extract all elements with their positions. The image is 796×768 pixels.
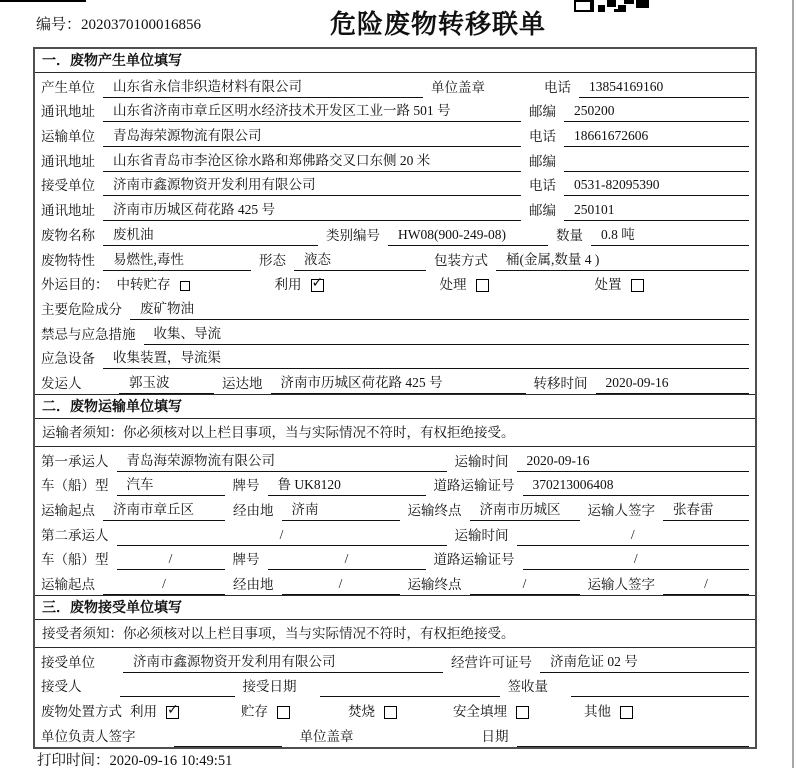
page-top-edge-fragment xyxy=(0,0,86,2)
field-label: 通讯地址 xyxy=(41,203,95,219)
field-label: 废物特性 xyxy=(41,252,95,268)
form-row xyxy=(35,295,755,320)
checkbox-unchecked-icon xyxy=(277,706,290,719)
field-value: 济南市历城区荷花路 425 号 xyxy=(271,374,526,394)
field-label: 第一承运人 xyxy=(41,453,109,469)
form-row xyxy=(35,345,755,370)
field-label: 经由地 xyxy=(233,577,274,593)
field-value: 250200 xyxy=(564,102,749,122)
viewer-page-edge xyxy=(792,0,794,768)
section-header: 二．废物运输单位填写 xyxy=(35,394,755,419)
checkbox-group xyxy=(117,276,190,295)
field-label: 车（船）型 xyxy=(41,552,109,568)
checkbox-label: 利用 xyxy=(274,277,302,293)
field-label: 外运目的： xyxy=(41,277,109,293)
checkbox-unchecked-icon xyxy=(631,279,644,292)
checkbox-unchecked-icon xyxy=(180,281,190,291)
field-label: 通讯地址 xyxy=(41,153,95,169)
field-label: 接受日期 xyxy=(242,679,297,695)
checkbox-group xyxy=(241,703,290,722)
field-value xyxy=(320,694,500,697)
field-value: 液态 xyxy=(294,251,426,271)
form-row xyxy=(35,122,755,147)
field-label: 通讯地址 xyxy=(41,104,95,120)
form-row xyxy=(35,221,755,246)
spacer xyxy=(305,696,320,697)
field-value: / xyxy=(282,575,400,595)
field-label: 类别编号 xyxy=(326,227,380,243)
checkbox-checked-icon xyxy=(166,706,179,719)
field-label: 运输起点 xyxy=(41,577,95,593)
form-row xyxy=(35,172,755,197)
field-label: 发运人 xyxy=(41,375,82,391)
checkbox-group xyxy=(584,703,633,722)
field-label: 单位盖章 xyxy=(299,728,354,744)
field-value: 250101 xyxy=(564,201,749,221)
field-value: / xyxy=(517,526,750,546)
field-label: 运输时间 xyxy=(454,527,509,543)
field-value: 青岛海荣源物流有限公司 xyxy=(117,452,447,472)
spacer xyxy=(489,294,595,295)
field-value: 0531-82095390 xyxy=(564,176,749,196)
form-row xyxy=(35,521,755,546)
checkbox-label: 其他 xyxy=(584,704,611,720)
field-label: 包装方式 xyxy=(434,252,488,268)
section-notice: 运输者须知：你必须核对以上栏目事项，当与实际情况不符时，有权拒绝接受。 xyxy=(35,419,755,447)
field-value: 废矿物油 xyxy=(130,300,749,320)
field-label: 禁忌与应急措施 xyxy=(41,326,136,342)
form-row xyxy=(35,648,755,673)
field-value: 济南市历城区 xyxy=(470,501,580,521)
form-row xyxy=(35,673,755,698)
spacer xyxy=(633,721,749,722)
field-label: 接受人 xyxy=(41,679,82,695)
field-value xyxy=(120,694,235,697)
field-label: 接受单位 xyxy=(41,654,95,670)
field-value: 370213006408 xyxy=(523,476,750,496)
form-row xyxy=(35,447,755,472)
checkbox-unchecked-icon xyxy=(476,279,489,292)
field-label: 运输终点 xyxy=(407,577,462,593)
field-label: 邮编 xyxy=(529,104,556,120)
spacer xyxy=(529,721,584,722)
field-label: 电话 xyxy=(544,79,571,95)
field-value: 2020-09-16 xyxy=(596,374,750,394)
checkbox-checked-icon xyxy=(311,279,324,292)
form-row xyxy=(35,570,755,595)
form-row xyxy=(35,546,755,571)
serial-value: 2020370100016856 xyxy=(81,17,202,33)
field-label: 第二承运人 xyxy=(41,527,109,543)
field-value: / xyxy=(523,550,750,570)
field-label: 日期 xyxy=(481,728,509,744)
field-value xyxy=(174,744,282,747)
field-label: 应急设备 xyxy=(41,351,95,367)
field-value: 济南市历城区荷花路 425 号 xyxy=(103,201,521,221)
field-label: 转移时间 xyxy=(533,375,588,391)
field-label: 电话 xyxy=(529,129,556,145)
print-time-label: 打印时间： xyxy=(37,753,110,768)
field-label: 运达地 xyxy=(222,375,263,391)
field-label: 电话 xyxy=(529,178,556,194)
field-label: 形态 xyxy=(259,252,286,268)
field-label: 接受单位 xyxy=(41,178,95,194)
field-label: 经营许可证号 xyxy=(451,654,532,670)
field-value: / xyxy=(117,550,225,570)
spacer xyxy=(324,294,440,295)
field-value: 桶(金属,数量 4 ) xyxy=(496,251,749,271)
form-row xyxy=(35,472,755,497)
field-label: 签收量 xyxy=(507,679,548,695)
field-value: 汽车 xyxy=(117,476,225,496)
field-label: 经由地 xyxy=(233,503,274,518)
form-row xyxy=(35,196,755,221)
spacer xyxy=(190,294,275,295)
section-notice: 接受者须知：你必须核对以上栏目事项，当与实际情况不符时，有权拒绝接受。 xyxy=(35,620,755,648)
field-value: 山东省青岛市李沧区徐水路和郑佛路交叉口东侧 20 米 xyxy=(103,152,521,172)
field-value: 收集、导流 xyxy=(144,325,750,345)
checkbox-label: 中转贮存 xyxy=(116,277,171,293)
field-value: 郭玉波 xyxy=(119,374,214,394)
field-label: 牌号 xyxy=(232,552,260,568)
field-value: / xyxy=(117,526,447,546)
form-row xyxy=(35,496,755,521)
field-label: 道路运输证号 xyxy=(433,552,515,568)
field-label: 废物名称 xyxy=(41,227,95,243)
field-value xyxy=(564,169,749,172)
form-row xyxy=(35,271,755,296)
field-value: 济南市鑫源物资开发利用有限公司 xyxy=(123,653,443,673)
field-label: 运输起点 xyxy=(41,503,95,518)
field-label: 邮编 xyxy=(529,153,556,169)
section-header: 一．废物产生单位填写 xyxy=(35,49,755,73)
checkbox-group xyxy=(453,703,529,722)
field-value: 山东省济南市章丘区明水经济技术开发区工业一路 501 号 xyxy=(103,102,521,122)
field-value: HW08(900-249-08) xyxy=(388,226,548,246)
field-label: 运输单位 xyxy=(41,129,95,145)
field-value: 2020-09-16 xyxy=(517,452,750,472)
checkbox-label: 处理 xyxy=(439,277,467,293)
form-row xyxy=(35,73,755,98)
form-row xyxy=(35,98,755,123)
field-label: 牌号 xyxy=(232,478,260,494)
checkbox-group xyxy=(440,276,489,295)
field-value: 济南市鑫源物资开发利用有限公司 xyxy=(103,176,521,196)
field-value: 济南市章丘区 xyxy=(103,501,225,521)
form-row xyxy=(35,320,755,345)
field-value: 山东省永信非织造材料有限公司 xyxy=(103,78,423,98)
field-value: 青岛海荣源物流有限公司 xyxy=(103,127,521,147)
field-value: / xyxy=(268,550,426,570)
checkbox-group xyxy=(275,276,324,295)
field-value: / xyxy=(470,575,580,595)
checkbox-label: 安全填埋 xyxy=(453,704,507,720)
form-row xyxy=(35,246,755,271)
field-value: 张春雷 xyxy=(663,501,749,521)
spacer xyxy=(282,746,300,747)
field-value: 易燃性,毒性 xyxy=(103,251,251,271)
spacer xyxy=(362,746,482,747)
field-label: 废物处置方式 xyxy=(41,704,122,720)
checkbox-group xyxy=(595,276,644,295)
form-row xyxy=(35,722,755,747)
field-value: 收集装置，导流渠 xyxy=(103,349,749,369)
field-label: 运输人签字 xyxy=(587,577,655,593)
checkbox-label: 贮存 xyxy=(241,704,268,720)
field-label: 单位负责人签字 xyxy=(41,728,136,744)
field-label: 车（船）型 xyxy=(41,478,109,494)
spacer xyxy=(144,746,174,747)
section-header: 三．废物接受单位填写 xyxy=(35,595,755,620)
field-value: / xyxy=(103,575,225,595)
spacer xyxy=(397,721,453,722)
field-label: 运输人签字 xyxy=(587,503,655,518)
checkbox-group xyxy=(348,703,397,722)
spacer xyxy=(290,721,348,722)
spacer xyxy=(179,721,241,722)
field-value: 0.8 吨 xyxy=(591,226,749,246)
page-title: 危险废物转移联单 xyxy=(329,9,546,39)
field-value: 济南危证 02 号 xyxy=(540,653,749,673)
form-row xyxy=(35,369,755,394)
field-value: 鲁 UK8120 xyxy=(268,476,426,496)
spacer xyxy=(103,672,123,673)
field-value: 13854169160 xyxy=(579,78,749,98)
field-label: 道路运输证号 xyxy=(433,478,515,494)
manifest-table xyxy=(33,47,757,749)
print-time-line xyxy=(37,749,232,768)
spacer xyxy=(90,696,120,697)
checkbox-label: 利用 xyxy=(130,704,157,720)
field-value: 18661672606 xyxy=(564,127,749,147)
checkbox-label: 处置 xyxy=(594,277,622,293)
checkbox-label: 焚烧 xyxy=(348,704,375,720)
form-row xyxy=(35,697,755,722)
field-value: 废机油 xyxy=(103,226,318,246)
field-value: 济南 xyxy=(282,501,400,521)
field-label: 产生单位 xyxy=(41,79,95,95)
field-label: 数量 xyxy=(556,227,583,243)
field-label: 运输时间 xyxy=(454,453,509,469)
spacer xyxy=(644,294,750,295)
serial-label: 编号： xyxy=(36,17,82,33)
field-label: 运输终点 xyxy=(407,503,462,518)
field-value xyxy=(517,744,750,747)
checkbox-unchecked-icon xyxy=(516,706,529,719)
field-value xyxy=(571,694,749,697)
print-time-value: 2020-09-16 10:49:51 xyxy=(109,753,233,768)
checkbox-unchecked-icon xyxy=(620,706,633,719)
field-label: 邮编 xyxy=(529,203,556,219)
checkbox-unchecked-icon xyxy=(384,706,397,719)
field-label: 单位盖章 xyxy=(431,79,485,95)
form-row xyxy=(35,147,755,172)
checkbox-group xyxy=(130,703,179,722)
spacer xyxy=(556,696,571,697)
field-label: 主要危险成分 xyxy=(41,301,122,317)
field-value: / xyxy=(663,575,749,595)
